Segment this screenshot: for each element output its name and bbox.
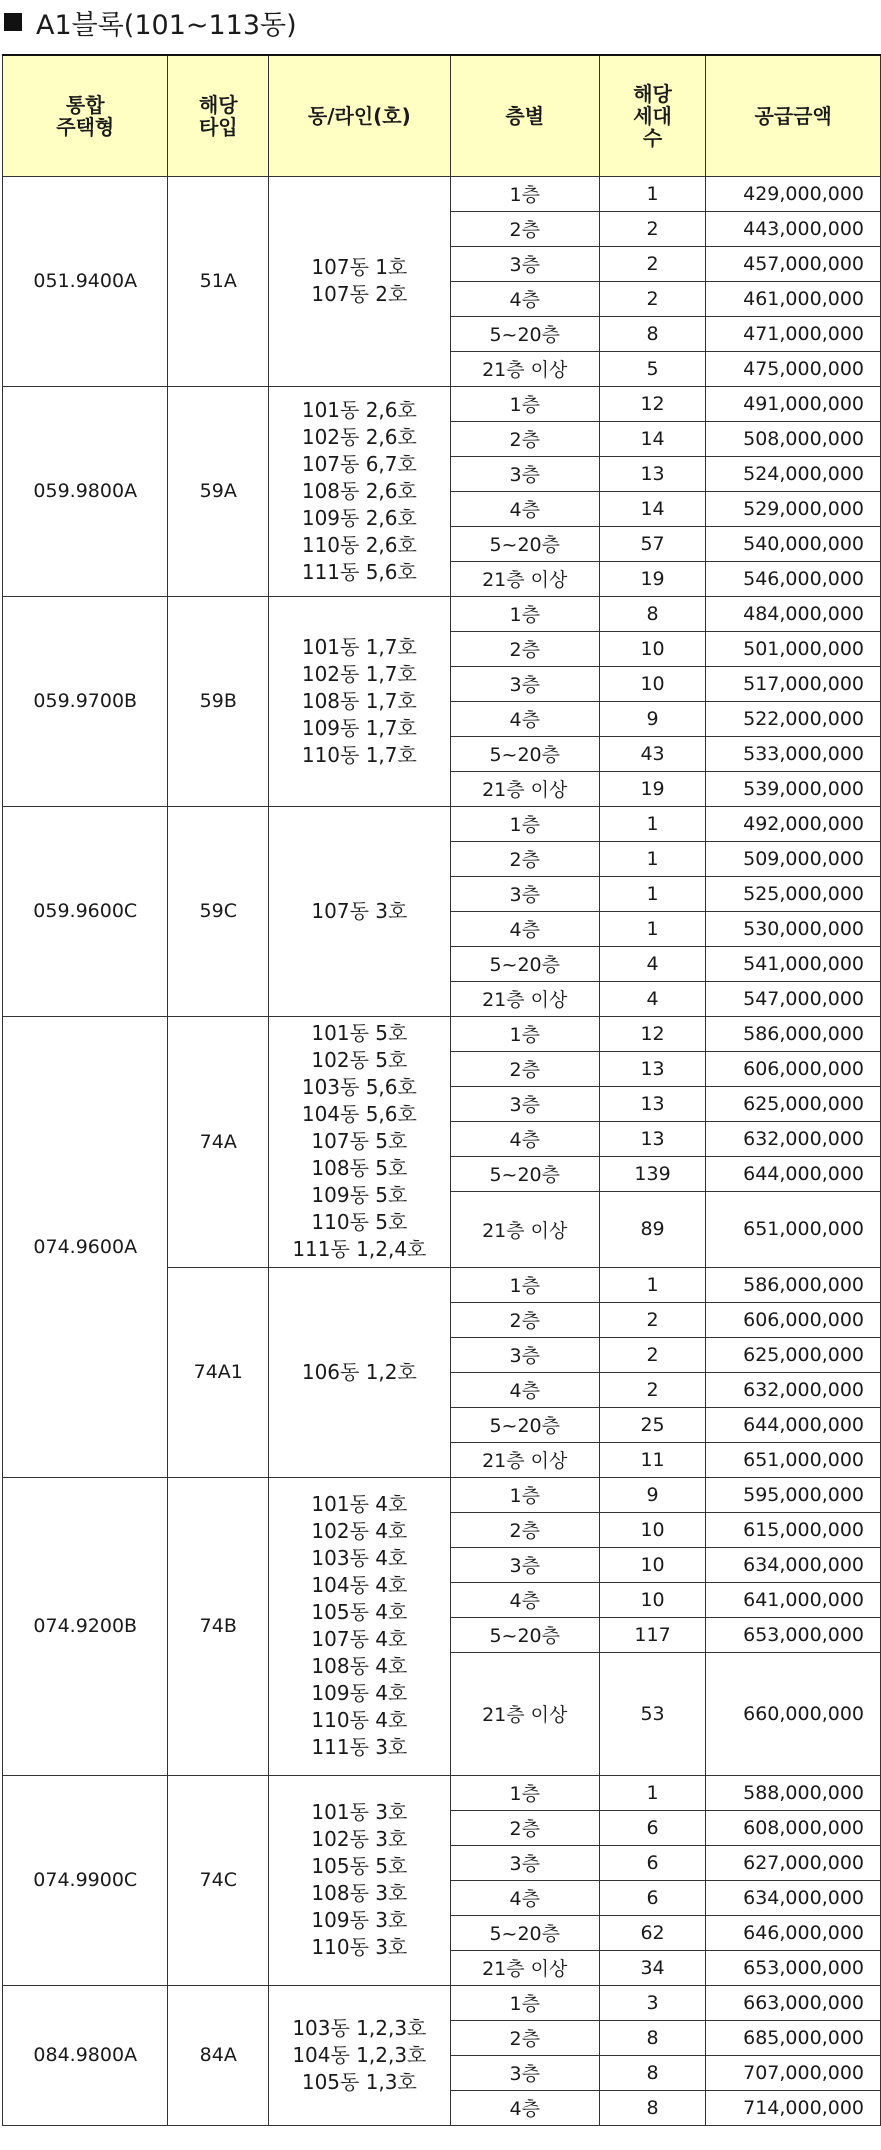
household-count-cell: 4 — [599, 946, 705, 981]
floor-cell: 1층 — [450, 1267, 599, 1302]
price-cell: 632,000,000 — [706, 1121, 881, 1156]
price-cell: 641,000,000 — [706, 1582, 881, 1617]
household-count-cell: 53 — [599, 1652, 705, 1775]
floor-cell: 3층 — [450, 1845, 599, 1880]
price-cell: 608,000,000 — [706, 1810, 881, 1845]
section-title-text: A1블록(101~113동) — [36, 9, 297, 41]
price-cell: 517,000,000 — [706, 666, 881, 701]
floor-cell: 21층 이상 — [450, 561, 599, 596]
type-cell: 74A — [168, 1016, 269, 1267]
household-count-cell: 9 — [599, 1477, 705, 1512]
floor-cell: 2층 — [450, 2020, 599, 2055]
price-cell: 508,000,000 — [706, 421, 881, 456]
floor-cell: 1층 — [450, 1775, 599, 1810]
header-housing-type: 통합 주택형 — [3, 55, 168, 176]
floor-cell: 2층 — [450, 421, 599, 456]
floor-cell: 2층 — [450, 841, 599, 876]
price-cell: 634,000,000 — [706, 1880, 881, 1915]
floor-cell: 5~20층 — [450, 526, 599, 561]
section-title — [0, 4, 297, 40]
floor-cell: 4층 — [450, 1372, 599, 1407]
floor-cell: 21층 이상 — [450, 771, 599, 806]
household-count-cell: 1 — [599, 841, 705, 876]
household-count-cell: 2 — [599, 1372, 705, 1407]
household-count-cell: 1 — [599, 1267, 705, 1302]
floor-cell: 1층 — [450, 806, 599, 841]
price-cell: 541,000,000 — [706, 946, 881, 981]
household-count-cell: 2 — [599, 1337, 705, 1372]
floor-cell: 3층 — [450, 1547, 599, 1582]
floor-cell: 1층 — [450, 1985, 599, 2020]
floor-cell: 3층 — [450, 456, 599, 491]
floor-cell: 3층 — [450, 1086, 599, 1121]
floor-cell: 3층 — [450, 246, 599, 281]
household-count-cell: 57 — [599, 526, 705, 561]
price-cell: 539,000,000 — [706, 771, 881, 806]
housing-type-cell: 074.9600A — [3, 1016, 168, 1477]
floor-cell: 21층 이상 — [450, 1652, 599, 1775]
price-cell: 533,000,000 — [706, 736, 881, 771]
price-cell: 653,000,000 — [706, 1950, 881, 1985]
price-cell: 475,000,000 — [706, 351, 881, 386]
dong-line-cell: 101동 3호 102동 3호 105동 5호 108동 3호 109동 3호 110동 3호 — [269, 1775, 451, 1985]
price-cell: 595,000,000 — [706, 1477, 881, 1512]
household-count-cell: 2 — [599, 1302, 705, 1337]
dong-line-cell: 106동 1,2호 — [269, 1267, 451, 1477]
household-count-cell: 13 — [599, 1086, 705, 1121]
household-count-cell: 13 — [599, 1121, 705, 1156]
household-count-cell: 139 — [599, 1156, 705, 1191]
floor-cell: 5~20층 — [450, 946, 599, 981]
header-row — [3, 55, 881, 176]
type-cell: 59C — [168, 806, 269, 1016]
household-count-cell: 3 — [599, 1985, 705, 2020]
household-count-cell: 8 — [599, 2055, 705, 2090]
type-cell: 74C — [168, 1775, 269, 1985]
household-count-cell: 2 — [599, 281, 705, 316]
dong-line-cell: 107동 3호 — [269, 806, 451, 1016]
housing-type-cell: 084.9800A — [3, 1985, 168, 2125]
price-cell: 615,000,000 — [706, 1512, 881, 1547]
dong-line-cell: 107동 1호 107동 2호 — [269, 176, 451, 386]
household-count-cell: 62 — [599, 1915, 705, 1950]
table-row — [3, 176, 881, 211]
floor-cell: 5~20층 — [450, 316, 599, 351]
type-cell: 59B — [168, 596, 269, 806]
price-cell: 429,000,000 — [706, 176, 881, 211]
floor-cell: 4층 — [450, 281, 599, 316]
household-count-cell: 14 — [599, 491, 705, 526]
price-cell: 660,000,000 — [706, 1652, 881, 1775]
housing-type-cell: 059.9600C — [3, 806, 168, 1016]
table-row — [3, 596, 881, 631]
price-cell: 471,000,000 — [706, 316, 881, 351]
household-count-cell: 11 — [599, 1442, 705, 1477]
household-count-cell: 1 — [599, 1775, 705, 1810]
type-cell: 74B — [168, 1477, 269, 1775]
floor-cell: 21층 이상 — [450, 1442, 599, 1477]
price-cell: 663,000,000 — [706, 1985, 881, 2020]
floor-cell: 4층 — [450, 1121, 599, 1156]
price-cell: 461,000,000 — [706, 281, 881, 316]
floor-cell: 3층 — [450, 876, 599, 911]
household-count-cell: 8 — [599, 2020, 705, 2055]
household-count-cell: 13 — [599, 1051, 705, 1086]
floor-cell: 3층 — [450, 666, 599, 701]
price-cell: 522,000,000 — [706, 701, 881, 736]
floor-cell: 5~20층 — [450, 1407, 599, 1442]
price-cell: 509,000,000 — [706, 841, 881, 876]
price-cell: 491,000,000 — [706, 386, 881, 421]
table-row — [3, 1477, 881, 1512]
price-cell: 653,000,000 — [706, 1617, 881, 1652]
dong-line-cell: 103동 1,2,3호 104동 1,2,3호 105동 1,3호 — [269, 1985, 451, 2125]
household-count-cell: 1 — [599, 876, 705, 911]
floor-cell: 4층 — [450, 2090, 599, 2125]
household-count-cell: 14 — [599, 421, 705, 456]
household-count-cell: 25 — [599, 1407, 705, 1442]
header-floor: 층별 — [450, 55, 599, 176]
price-cell: 586,000,000 — [706, 1016, 881, 1051]
floor-cell: 5~20층 — [450, 1156, 599, 1191]
price-cell: 644,000,000 — [706, 1407, 881, 1442]
dong-line-cell: 101동 1,7호 102동 1,7호 108동 1,7호 109동 1,7호 110동 1,7호 — [269, 596, 451, 806]
table-row — [3, 1016, 881, 1051]
housing-type-cell: 074.9200B — [3, 1477, 168, 1775]
household-count-cell: 117 — [599, 1617, 705, 1652]
household-count-cell: 8 — [599, 316, 705, 351]
floor-cell: 5~20층 — [450, 1915, 599, 1950]
household-count-cell: 1 — [599, 911, 705, 946]
household-count-cell: 6 — [599, 1810, 705, 1845]
floor-cell: 3층 — [450, 1337, 599, 1372]
household-count-cell: 89 — [599, 1191, 705, 1267]
price-cell: 634,000,000 — [706, 1547, 881, 1582]
price-cell: 606,000,000 — [706, 1051, 881, 1086]
floor-cell: 1층 — [450, 176, 599, 211]
floor-cell: 3층 — [450, 2055, 599, 2090]
floor-cell: 5~20층 — [450, 736, 599, 771]
price-cell: 530,000,000 — [706, 911, 881, 946]
floor-cell: 5~20층 — [450, 1617, 599, 1652]
household-count-cell: 12 — [599, 386, 705, 421]
floor-cell: 21층 이상 — [450, 1191, 599, 1267]
housing-type-cell: 074.9900C — [3, 1775, 168, 1985]
type-cell: 51A — [168, 176, 269, 386]
type-cell: 84A — [168, 1985, 269, 2125]
household-count-cell: 6 — [599, 1845, 705, 1880]
household-count-cell: 6 — [599, 1880, 705, 1915]
price-cell: 625,000,000 — [706, 1086, 881, 1121]
price-cell: 707,000,000 — [706, 2055, 881, 2090]
household-count-cell: 8 — [599, 596, 705, 631]
floor-cell: 4층 — [450, 701, 599, 736]
household-count-cell: 10 — [599, 666, 705, 701]
floor-cell: 1층 — [450, 596, 599, 631]
price-cell: 588,000,000 — [706, 1775, 881, 1810]
price-cell: 540,000,000 — [706, 526, 881, 561]
household-count-cell: 1 — [599, 176, 705, 211]
table-row — [3, 386, 881, 421]
price-cell: 651,000,000 — [706, 1442, 881, 1477]
header-price: 공급금액 — [706, 55, 881, 176]
table-row — [3, 1985, 881, 2020]
price-cell: 525,000,000 — [706, 876, 881, 911]
price-cell: 586,000,000 — [706, 1267, 881, 1302]
household-count-cell: 5 — [599, 351, 705, 386]
price-cell: 625,000,000 — [706, 1337, 881, 1372]
floor-cell: 21층 이상 — [450, 981, 599, 1016]
table-row — [3, 1775, 881, 1810]
floor-cell: 4층 — [450, 911, 599, 946]
header-dong-line: 동/라인(호) — [269, 55, 451, 176]
household-count-cell: 1 — [599, 806, 705, 841]
household-count-cell: 2 — [599, 211, 705, 246]
floor-cell: 21층 이상 — [450, 351, 599, 386]
price-cell: 606,000,000 — [706, 1302, 881, 1337]
dong-line-cell: 101동 4호 102동 4호 103동 4호 104동 4호 105동 4호 107동 4호 108동 4호 109동 4호 110동 4호 111동 3호 — [269, 1477, 451, 1775]
dong-line-cell: 101동 5호 102동 5호 103동 5,6호 104동 5,6호 107동 5호 108동 5호 109동 5호 110동 5호 111동 1,2,4호 — [269, 1016, 451, 1267]
housing-type-cell: 051.9400A — [3, 176, 168, 386]
household-count-cell: 9 — [599, 701, 705, 736]
floor-cell: 1층 — [450, 386, 599, 421]
household-count-cell: 34 — [599, 1950, 705, 1985]
price-cell: 484,000,000 — [706, 596, 881, 631]
price-cell: 685,000,000 — [706, 2020, 881, 2055]
header-type: 해당 타입 — [168, 55, 269, 176]
floor-cell: 2층 — [450, 631, 599, 666]
price-cell: 524,000,000 — [706, 456, 881, 491]
price-cell: 632,000,000 — [706, 1372, 881, 1407]
table-row — [3, 806, 881, 841]
header-households: 해당 세대 수 — [599, 55, 705, 176]
floor-cell: 2층 — [450, 1512, 599, 1547]
housing-type-cell: 059.9800A — [3, 386, 168, 596]
floor-cell: 4층 — [450, 1880, 599, 1915]
price-cell: 714,000,000 — [706, 2090, 881, 2125]
household-count-cell: 4 — [599, 981, 705, 1016]
floor-cell: 2층 — [450, 211, 599, 246]
housing-type-cell: 059.9700B — [3, 596, 168, 806]
household-count-cell: 13 — [599, 456, 705, 491]
price-cell: 492,000,000 — [706, 806, 881, 841]
household-count-cell: 8 — [599, 2090, 705, 2125]
price-cell: 646,000,000 — [706, 1915, 881, 1950]
price-cell: 627,000,000 — [706, 1845, 881, 1880]
floor-cell: 21층 이상 — [450, 1950, 599, 1985]
household-count-cell: 19 — [599, 561, 705, 596]
floor-cell: 1층 — [450, 1477, 599, 1512]
household-count-cell: 2 — [599, 246, 705, 281]
price-cell: 644,000,000 — [706, 1156, 881, 1191]
price-cell: 529,000,000 — [706, 491, 881, 526]
household-count-cell: 10 — [599, 1547, 705, 1582]
type-cell: 74A1 — [168, 1267, 269, 1477]
price-cell: 546,000,000 — [706, 561, 881, 596]
price-cell: 501,000,000 — [706, 631, 881, 666]
floor-cell: 2층 — [450, 1051, 599, 1086]
household-count-cell: 19 — [599, 771, 705, 806]
supply-price-table — [2, 54, 881, 2126]
floor-cell: 4층 — [450, 1582, 599, 1617]
floor-cell: 2층 — [450, 1302, 599, 1337]
price-cell: 457,000,000 — [706, 246, 881, 281]
household-count-cell: 10 — [599, 631, 705, 666]
household-count-cell: 10 — [599, 1512, 705, 1547]
price-cell: 443,000,000 — [706, 211, 881, 246]
square-bullet-icon — [4, 13, 22, 31]
dong-line-cell: 101동 2,6호 102동 2,6호 107동 6,7호 108동 2,6호 109동 2,6호 110동 2,6호 111동 5,6호 — [269, 386, 451, 596]
household-count-cell: 12 — [599, 1016, 705, 1051]
floor-cell: 2층 — [450, 1810, 599, 1845]
household-count-cell: 43 — [599, 736, 705, 771]
floor-cell: 1층 — [450, 1016, 599, 1051]
type-cell: 59A — [168, 386, 269, 596]
floor-cell: 4층 — [450, 491, 599, 526]
price-cell: 547,000,000 — [706, 981, 881, 1016]
household-count-cell: 10 — [599, 1582, 705, 1617]
price-cell: 651,000,000 — [706, 1191, 881, 1267]
